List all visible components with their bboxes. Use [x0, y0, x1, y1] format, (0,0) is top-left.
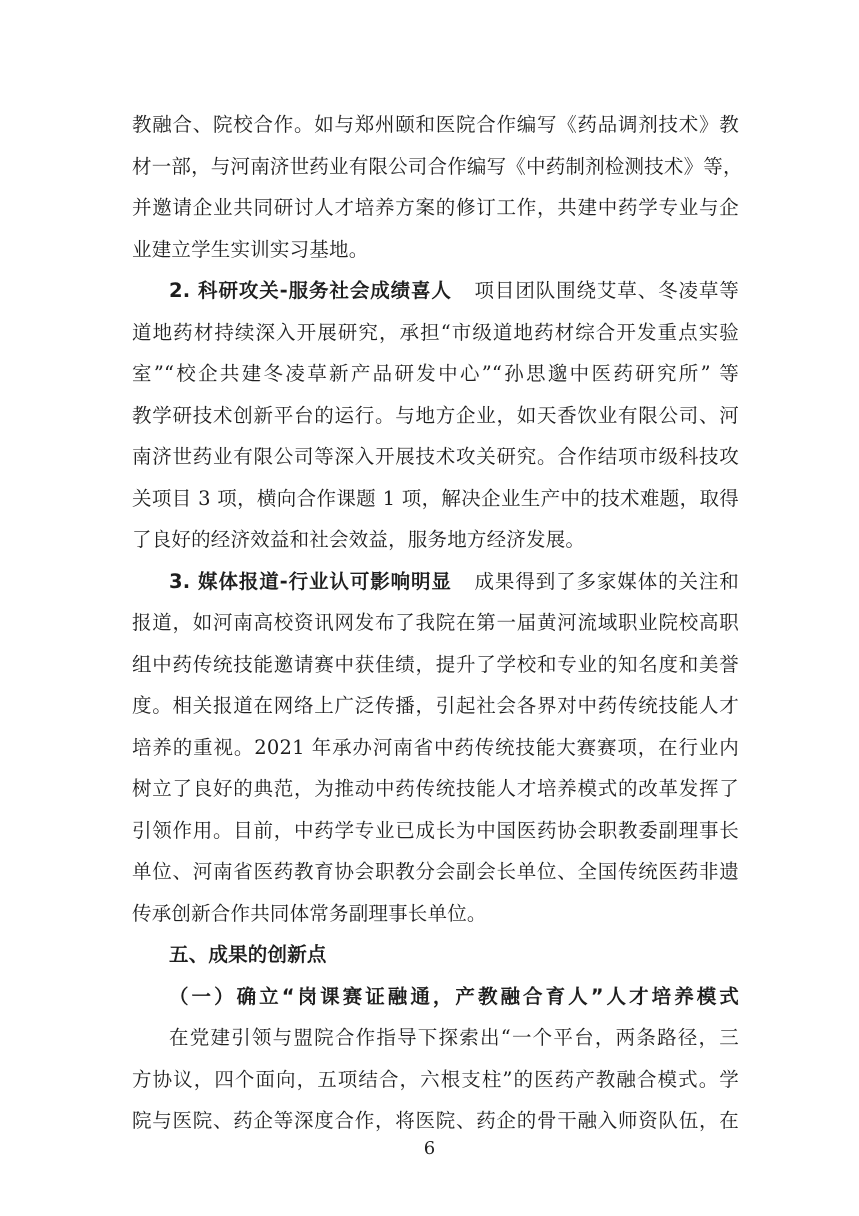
- item-2-line-4: 教学研技术创新平台的运行。与地方企业，如天香饮业有限公司、河: [132, 403, 739, 427]
- item-3-heading: 3. 媒体报道-行业认可影响明显: [169, 569, 452, 593]
- item-3-line-4: 度。相关报道在网络上广泛传播，引起社会各界对中药传统技能人才: [132, 694, 739, 717]
- item-3-line-1: 成果得到了多家媒体的关注和: [473, 569, 739, 593]
- subsection-1-line-1: 在党建引领与盟院合作指导下探索出“一个平台，两条路径，三: [169, 1026, 739, 1049]
- item-2-line-3: 室”“校企共建冬凌草新产品研发中心”“孙思邈中医药研究所” 等: [132, 362, 739, 385]
- subsection-1-line-3: 院与医院、药企等深度合作，将医院、药企的骨干融入师资队伍，在: [132, 1109, 739, 1132]
- item-3-line-3: 组中药传统技能邀请赛中获佳绩，提升了学校和专业的知名度和美誉: [132, 652, 739, 676]
- item-3-line-7: 引领作用。目前，中药学专业已成长为中国医药协会职教委副理事长: [132, 818, 739, 842]
- item-3-line-8: 单位、河南省医药教育协会职教分会副会长单位、全国传统医药非遗: [132, 860, 739, 883]
- item-3-line-6: 树立了良好的典范，为推动中药传统技能人才培养模式的改革发挥了: [132, 777, 739, 800]
- paragraph-1-line-3: 并邀请企业共同研讨人才培养方案的修订工作，共建中药学专业与企: [132, 196, 739, 219]
- page-number: 6: [423, 1138, 436, 1159]
- paragraph-1-line-2: 材一部，与河南济世药业有限公司合作编写《中药制剂检测技术》等，: [132, 154, 743, 178]
- item-3-first-line: [132, 561, 739, 603]
- paragraph-1-line-1: 教融合、院校合作。如与郑州颐和医院合作编写《药品调剂技术》教: [132, 113, 739, 136]
- item-2-line-2: 道地药材持续深入开展研究，承担“市级道地药材综合开发重点实验: [132, 320, 739, 344]
- item-2-heading: 2. 科研攻关-服务社会成绩喜人: [169, 279, 452, 302]
- item-3-line-5: 培养的重视。2021 年承办河南省中药传统技能大赛赛项，在行业内: [132, 735, 739, 759]
- item-3-line-9: 传承创新合作共同体常务副理事长单位。: [132, 901, 487, 925]
- item-2-line-1: 项目团队围绕艾草、冬凌草等: [473, 279, 739, 302]
- subsection-1-line-2: 方协议，四个面向，五项结合，六根支柱”的医药产教融合模式。学: [132, 1067, 739, 1091]
- item-2-line-5: 南济世药业有限公司等深入开展技术攻关研究。合作结项市级科技攻: [132, 445, 739, 468]
- subsection-1-title: （一）确立“岗课赛证融通，产教融合育人”人才培养模式: [169, 984, 739, 1008]
- item-2-first-line: [132, 270, 739, 312]
- item-2-line-6: 关项目 3 项，横向合作课题 1 项，解决企业生产中的技术难题，取得: [132, 486, 739, 510]
- item-2-line-7: 了良好的经济效益和社会效益，服务地方经济发展。: [132, 528, 586, 551]
- section-5-title: 五、成果的创新点: [169, 943, 327, 966]
- paragraph-1-line-4: 业建立学生实训实习基地。: [132, 237, 369, 261]
- item-3-line-2: 报道，如河南高校资讯网发布了我院在第一届黄河流域职业院校高职: [132, 611, 739, 634]
